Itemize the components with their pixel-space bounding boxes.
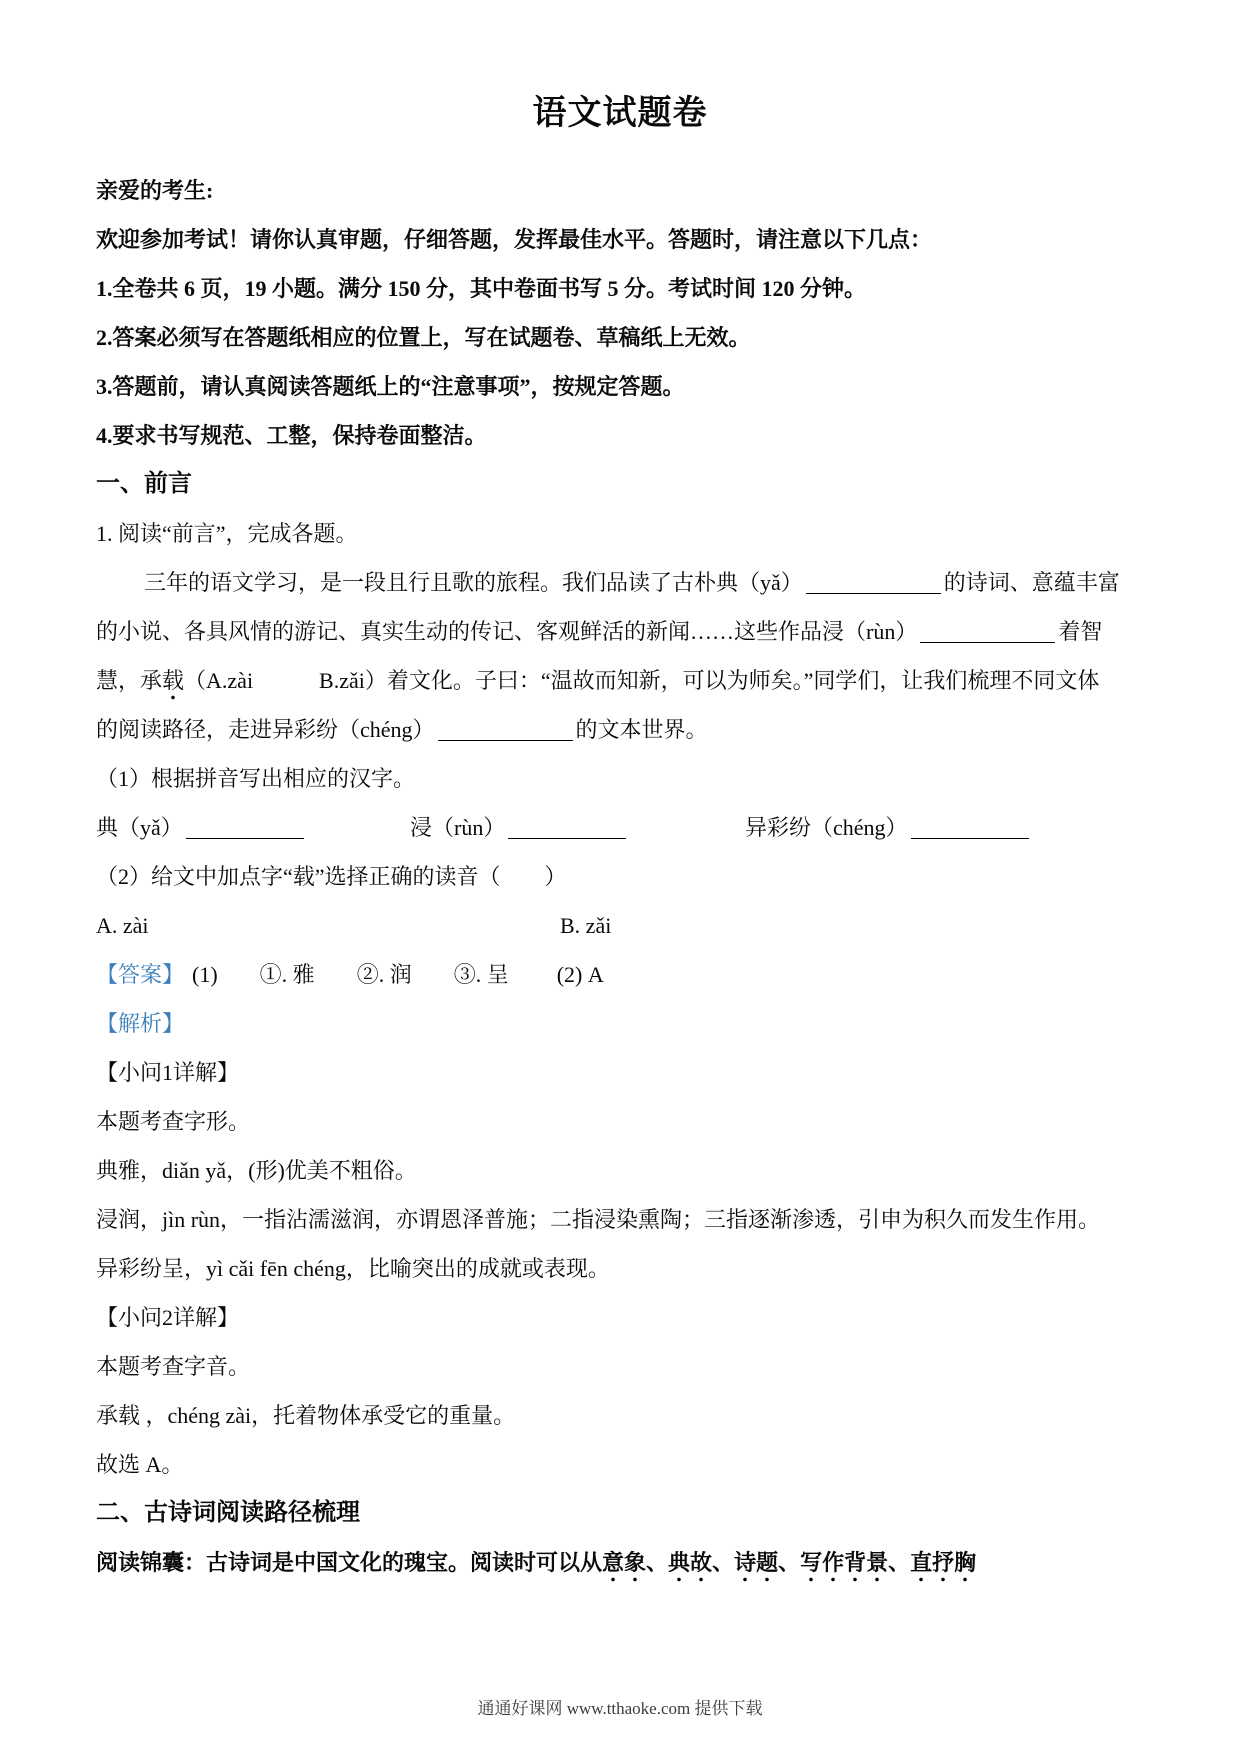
question1-intro: 1. 阅读“前言”，完成各题。 (96, 521, 358, 546)
page-title: 语文试题卷 (532, 95, 708, 132)
sub-question-2-label: （2）给文中加点字“载”选择正确的读音（ ） (96, 864, 567, 889)
fill-blank (911, 824, 1029, 839)
emphasized-word: 意象 (602, 1550, 646, 1582)
detail1-line-4: 异彩纷呈，yì cǎi fēn chéng，比喻突出的成就或表现。 (96, 1256, 610, 1281)
passage-text: 的文本世界。 (575, 717, 708, 742)
answer-part2: (2) A (556, 962, 604, 987)
fill-item-1 (96, 803, 410, 852)
download-footer: 通通好课网 www.tthaoke.com 提供下载 (477, 1699, 763, 1718)
welcome-line: 欢迎参加考试！请你认真审题，仔细答题，发挥最佳水平。答题时，请注意以下几点： (96, 227, 933, 252)
fill-item-label: 异彩纷（chéng） (745, 815, 908, 840)
emphasized-word: 直抒胸 (910, 1550, 976, 1582)
section1-heading: 一、前言 (96, 471, 192, 497)
option-a: A. zài (96, 913, 149, 938)
fill-item-label: 典（yǎ） (96, 815, 183, 840)
detail1-line-3: 浸润，jìn rùn，一指沾濡滋润，亦谓恩泽普施；二指浸染熏陶；三指逐渐渗透，引申为积久而发生作用。 (96, 1207, 1101, 1232)
emphasized-word: 诗题 (734, 1550, 778, 1582)
detail2-line-2: 承载 ，chéng zài，托着物体承受它的重量。 (96, 1403, 516, 1428)
answer-item-3: ③. 呈 (453, 962, 509, 987)
passage-text: 的小说、各具风情的游记、真实生动的传记、客观鲜活的新闻……这些作品浸（rùn） (96, 619, 918, 644)
notice-item-1: 1.全卷共 6 页，19 小题。满分 150 分，其中卷面书写 5 分。考试时间 120 分钟。 (96, 276, 867, 301)
options-row (96, 901, 1144, 950)
section2-heading: 二、古诗词阅读路径梳理 (96, 1500, 360, 1526)
passage-line-2 (96, 607, 1144, 656)
dotted-character: 载 (162, 668, 184, 700)
fill-blank (806, 579, 941, 594)
detail1-line-1: 本题考查字形。 (96, 1109, 251, 1134)
fill-blank (186, 824, 304, 839)
notice-item-2: 2.答案必须写在答题纸相应的位置上，写在试题卷、草稿纸上无效。 (96, 325, 751, 350)
tip-text: 阅读锦囊：古诗词是中国文化的瑰宝。阅读时可以从 (96, 1550, 603, 1575)
detail1-line-2: 典雅，diǎn yǎ，(形)优美不粗俗。 (96, 1158, 417, 1183)
passage-text: 的诗词、意蕴丰富 (943, 570, 1120, 595)
option-b: B. zǎi (560, 913, 612, 938)
answer-part1: (1) (192, 962, 218, 987)
analysis-label: 【解析】 (96, 1011, 185, 1036)
passage-line-3 (96, 656, 1144, 705)
fill-blank (438, 726, 573, 741)
detail1-heading: 【小问1详解】 (96, 1060, 240, 1085)
fill-item-3 (745, 803, 1032, 852)
sub-question-1-label: （1）根据拼音写出相应的汉字。 (96, 766, 416, 791)
pinyin-fill-row (96, 803, 1144, 852)
detail2-heading: 【小问2详解】 (96, 1305, 240, 1330)
separator: 、 (778, 1550, 801, 1575)
answer-line (96, 950, 1144, 999)
fill-blank (508, 824, 626, 839)
passage-text: （A.zài B.zǎi）着文化。子曰：“温故而知新，可以为师矣。”同学们，让我们梳理不同文体 (184, 668, 1100, 693)
passage-text: 着智 (1058, 619, 1103, 644)
passage-text: 慧，承 (96, 668, 163, 693)
passage-line-4 (96, 705, 1144, 754)
answer-label: 【答案】 (96, 962, 185, 987)
analysis-line (96, 999, 1144, 1048)
detail2-line-1: 本题考查字音。 (96, 1354, 251, 1379)
salutation: 亲爱的考生: (96, 178, 214, 203)
fill-item-label: 浸（rùn） (410, 815, 506, 840)
answer-item-2: ②. 润 (356, 962, 412, 987)
passage-line-1 (96, 558, 1144, 607)
detail2-line-3: 故选 A。 (96, 1452, 184, 1477)
fill-blank (920, 628, 1055, 643)
fill-item-2 (410, 803, 745, 852)
emphasized-word: 典故 (668, 1550, 712, 1582)
reading-tip-line (96, 1538, 1144, 1587)
separator: 、 (888, 1550, 911, 1575)
separator: 、 (646, 1550, 669, 1575)
emphasized-word: 写作背景 (800, 1550, 888, 1582)
separator: 、 (712, 1550, 735, 1575)
notice-item-4: 4.要求书写规范、工整，保持卷面整洁。 (96, 423, 487, 448)
passage-text: 三年的语文学习，是一段且行且歌的旅程。我们品读了古朴典（yǎ） (144, 570, 803, 595)
answer-item-1: ①. 雅 (259, 962, 315, 987)
passage-text: 的阅读路径，走进异彩纷（chéng） (96, 717, 435, 742)
notice-item-3: 3.答题前，请认真阅读答题纸上的“注意事项”，按规定答题。 (96, 374, 685, 399)
